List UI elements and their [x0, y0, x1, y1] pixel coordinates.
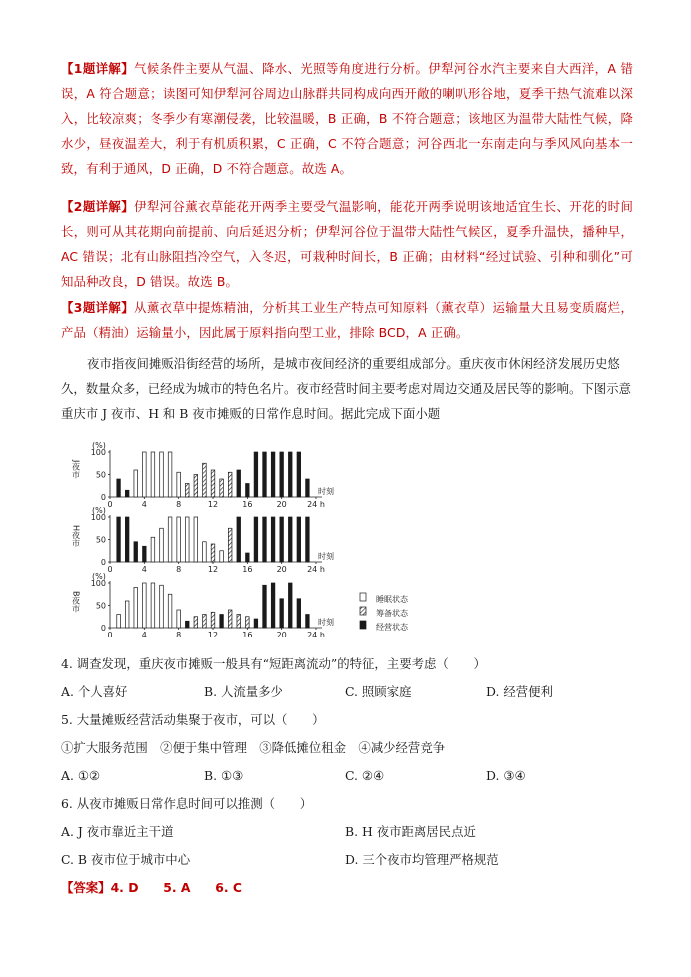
answer-line [61, 879, 242, 897]
panel-1-bar-oper [125, 490, 129, 497]
panel-1-bar-sleep [134, 470, 138, 497]
panel-2-name: H夜市 [71, 525, 81, 548]
panel-1-bar-oper [306, 479, 310, 497]
panel-1-x-tick-label: 12 [207, 500, 219, 509]
panel-3-bar-sleep [168, 594, 172, 628]
question-4-option-d[interactable]: D. 经营便利 [486, 684, 553, 699]
panel-2-y-tick-label: 50 [95, 535, 106, 545]
question-5-statements: ①扩大服务范围 ②便于集中管理 ③降低摊位租金 ④减少经营竞争 [61, 740, 446, 755]
panel-3-bar-oper [220, 615, 224, 629]
panel-2-x-tick-label: 20 [276, 565, 287, 574]
panel-2-bar-oper [237, 517, 241, 562]
panel-2-bar-oper [288, 517, 292, 562]
panel-3-y-tick-label: 100 [90, 579, 106, 588]
panel-2-unit-label: (%) [92, 506, 106, 515]
panel-2-bar-oper [297, 517, 301, 562]
panel-2-bar-oper [280, 517, 284, 562]
legend-label-sleep: 睡眠状态 [376, 595, 408, 604]
panel-3-x-tick-label: 20 [276, 631, 287, 637]
question-6-option-c[interactable]: C. B 夜市位于城市中心 [61, 852, 191, 867]
explanation-2-text: 伊犁河谷薰衣草能花开两季主要受气温影响，能花开两季说明该地适宜生长、开花的时间长，则可从其花期向前提前、向后延迟分析；伊犁河谷位于温带大陆性气候区，夏季升温快，播种早，AC 错误；北有山脉阻挡冷空气，入冬迟，可栽种时间长，B 正确；由材料“经过试验、引种和驯化”可知品种改良，D 错误。故选 B。 [61, 199, 633, 289]
explanation-3 [61, 295, 633, 345]
panel-3-bar-sleep [151, 583, 155, 628]
panel-2-bar-oper [125, 517, 129, 562]
panel-1-bar-sleep [151, 452, 155, 497]
panel-1-bar-prep [203, 463, 207, 497]
panel-3-bar-oper [271, 583, 275, 628]
panel-1-x-tick-label: 16 [242, 500, 253, 509]
panel-3-x-axis-title: 时刻 [318, 618, 334, 627]
panel-1-bar-prep [211, 470, 215, 497]
explanation-1-text: 气候条件主要从气温、降水、光照等角度进行分析。伊犁河谷水汽主要来自大西洋，A 错误，A 符合题意；读图可知伊犁河谷周边山脉群共同构成向西开敞的喇叭形谷地，夏季干热气流难以深入，比较凉爽；冬季少有寒潮侵袭，比较温暖，B 正确，B 不符合题意；该地区为温带大陆性气候，降水少，昼夜温差大，利于有机质积累，C 正确，C 不符合题意；河谷西北一东南走向与季风风向基本一致，有利于通风，D 正确，D 不符合题意。故选 A。 [61, 61, 633, 176]
panel-3-unit-label: (%) [92, 572, 106, 581]
explanation-2-tag: 【2题详解】 [61, 199, 135, 214]
panel-1-bar-sleep [177, 472, 181, 497]
panel-3-bar-oper [185, 621, 189, 628]
panel-2-x-tick-label: 4 [141, 565, 147, 574]
panel-1-bar-oper [263, 452, 267, 497]
legend-swatch-sleep [360, 593, 366, 601]
panel-1-bar-oper [280, 452, 284, 497]
panel-2-bar-sleep [220, 551, 224, 562]
panel-2-x-tick-label: 24 h [307, 565, 325, 574]
panel-2-x-axis-title: 时刻 [318, 552, 334, 561]
panel-2-x-tick-label: 16 [242, 565, 253, 574]
panel-1-bar-oper [117, 479, 121, 497]
answer-tag: 【答案】 [61, 880, 111, 895]
panel-3-bar-oper [263, 585, 267, 628]
panel-2-bar-oper [117, 517, 121, 562]
panel-1-x-tick-label: 8 [176, 500, 182, 509]
panel-3-bar-oper [288, 583, 292, 628]
panel-1-bar-sleep [168, 452, 172, 497]
question-5-option-d[interactable]: D. ③④ [486, 768, 526, 783]
panel-1-bar-oper [246, 484, 250, 498]
panel-2-x-tick-label: 12 [207, 565, 219, 574]
chart-legend [376, 593, 408, 635]
intro-paragraph: 夜市指夜间摊贩沿街经营的场所，是城市夜间经济的重要组成部分。重庆夜市休闲经济发展历史悠久，数量众多，已经成为城市的特色名片。夜市经营时间主要考虑对周边交通及居民等的影响。下图示意重庆市 J 夜市、H 和 B 夜市摊贩的日常作息时间。据此完成下面小题 [61, 356, 631, 421]
panel-2-bar-oper [143, 546, 147, 562]
question-6-stem: 6. 从夜市摊贩日常作息时间可以推测（ ） [61, 796, 313, 811]
panel-3-x-tick-label: 12 [207, 631, 219, 637]
panel-3-bar-sleep [177, 610, 181, 628]
legend-label-oper: 经营状态 [376, 623, 408, 632]
panel-1-y-tick-label: 0 [100, 493, 106, 502]
explanation-1 [61, 56, 633, 181]
answer-text: 4. D 5. A 6. C [110, 880, 243, 895]
panel-3-x-tick-label: 4 [141, 631, 147, 637]
panel-1-x-axis-title: 时刻 [318, 487, 334, 496]
panel-3-bar-sleep [117, 615, 121, 629]
panel-1-x-tick-label: 24 h [307, 500, 325, 509]
explanation-2 [61, 194, 633, 294]
question-5-stem: 5. 大量摊贩经营活动集聚于夜市，可以（ ） [61, 712, 325, 727]
panel-2-bar-sleep [185, 517, 189, 562]
panel-3-bar-sleep [125, 601, 129, 628]
explanation-3-tag: 【3题详解】 [61, 300, 135, 315]
panel-2-bar-sleep [151, 537, 155, 562]
panel-2-bar-oper [263, 517, 267, 562]
panel-3-x-tick-label: 16 [242, 631, 253, 637]
panel-2-bar-sleep [160, 528, 164, 562]
question-4-stem: 4. 调查发现，重庆夜市摊贩一般具有“短距离流动”的特征，主要考虑（ ） [61, 656, 486, 671]
question-5-option-a[interactable]: A. ①② [61, 768, 101, 783]
panel-1-y-tick-label: 50 [95, 470, 106, 480]
panel-3-x-tick-label: 24 h [307, 631, 325, 637]
panel-3-x-tick-label: 8 [176, 631, 182, 637]
panel-3-name: B夜市 [71, 591, 81, 613]
panel-1-x-tick-label: 0 [107, 500, 113, 509]
legend-swatch-prep [360, 607, 366, 615]
question-4-option-b[interactable]: B. 人流量多少 [204, 684, 283, 699]
panel-3-bar-sleep [143, 583, 147, 628]
panel-1-bar-prep [185, 484, 189, 498]
panel-3-bar-oper [280, 599, 284, 628]
panel-2-x-tick-label: 0 [107, 565, 113, 574]
explanation-1-tag: 【1题详解】 [61, 61, 135, 76]
panel-3-y-tick-label: 0 [100, 624, 106, 633]
panel-3-bar-sleep [160, 585, 164, 628]
panel-1-bar-oper [297, 452, 301, 497]
question-4-option-a[interactable]: A. 个人喜好 [61, 684, 128, 699]
legend-label-prep: 筹备状态 [376, 609, 408, 618]
panel-2-bar-sleep [203, 542, 207, 562]
panel-1-bar-sleep [160, 452, 164, 497]
night-market-schedule-chart [60, 442, 380, 637]
question-6-option-b[interactable]: B. H 夜市距离居民点近 [345, 824, 476, 839]
panel-1-bar-sleep [143, 452, 147, 497]
panel-2-bar-sleep [177, 517, 181, 562]
panel-2-bar-oper [306, 517, 310, 562]
panel-2-bar-prep [211, 544, 215, 562]
panel-2-bar-sleep [168, 517, 172, 562]
panel-1-bar-prep [220, 479, 224, 497]
panel-3-bar-prep [237, 615, 241, 629]
panel-1-unit-label: (%) [92, 442, 106, 450]
panel-1-bar-oper [288, 452, 292, 497]
panel-2-y-tick-label: 100 [90, 513, 106, 522]
panel-1-bar-oper [271, 452, 275, 497]
panel-2-bar-oper [254, 517, 258, 562]
panel-3-bar-oper [297, 599, 301, 628]
legend-swatch-oper [360, 621, 366, 629]
explanation-3-text: 从薰衣草中提炼精油，分析其工业生产特点可知原料（薰衣草）运输量大且易变质腐烂，产品（精油）运输量小，因此属于原料指向型工业，排除 BCD，A 正确。 [61, 300, 633, 340]
panel-3-bar-prep [246, 617, 250, 628]
question-5-option-c[interactable]: C. ②④ [345, 768, 385, 783]
panel-3-bar-prep [203, 615, 207, 629]
panel-3-bar-prep [211, 612, 215, 628]
panel-1-x-tick-label: 4 [141, 500, 147, 509]
panel-1-bar-prep [194, 475, 198, 498]
question-4-option-c[interactable]: C. 照顾家庭 [345, 684, 412, 699]
panel-1-bar-oper [254, 452, 258, 497]
panel-2-bar-oper [134, 542, 138, 562]
panel-1-bar-prep [228, 472, 232, 497]
panel-2-bar-sleep [194, 517, 198, 562]
panel-2-x-tick-label: 8 [176, 565, 182, 574]
panel-2-bar-oper [246, 553, 250, 562]
panel-2-bar-prep [228, 528, 232, 562]
panel-3-y-tick-label: 50 [95, 601, 106, 611]
panel-3-bar-sleep [134, 588, 138, 629]
question-5-option-b[interactable]: B. ①③ [204, 768, 244, 783]
panel-3-bar-prep [194, 617, 198, 628]
panel-1-x-tick-label: 20 [276, 500, 287, 509]
panel-1-bar-oper [237, 470, 241, 497]
panel-2-y-tick-label: 0 [100, 558, 106, 567]
panel-3-bar-oper [254, 619, 258, 628]
panel-3-bar-prep [228, 610, 232, 628]
panel-1-name: J夜市 [71, 460, 81, 479]
panel-1-y-tick-label: 100 [90, 448, 106, 457]
question-6-option-d[interactable]: D. 三个夜市均管理严格规范 [345, 852, 499, 867]
question-6-option-a[interactable]: A. J 夜市靠近主干道 [61, 824, 174, 839]
panel-3-x-tick-label: 0 [107, 631, 113, 637]
panel-3-bar-oper [306, 615, 310, 629]
panel-2-bar-oper [271, 517, 275, 562]
